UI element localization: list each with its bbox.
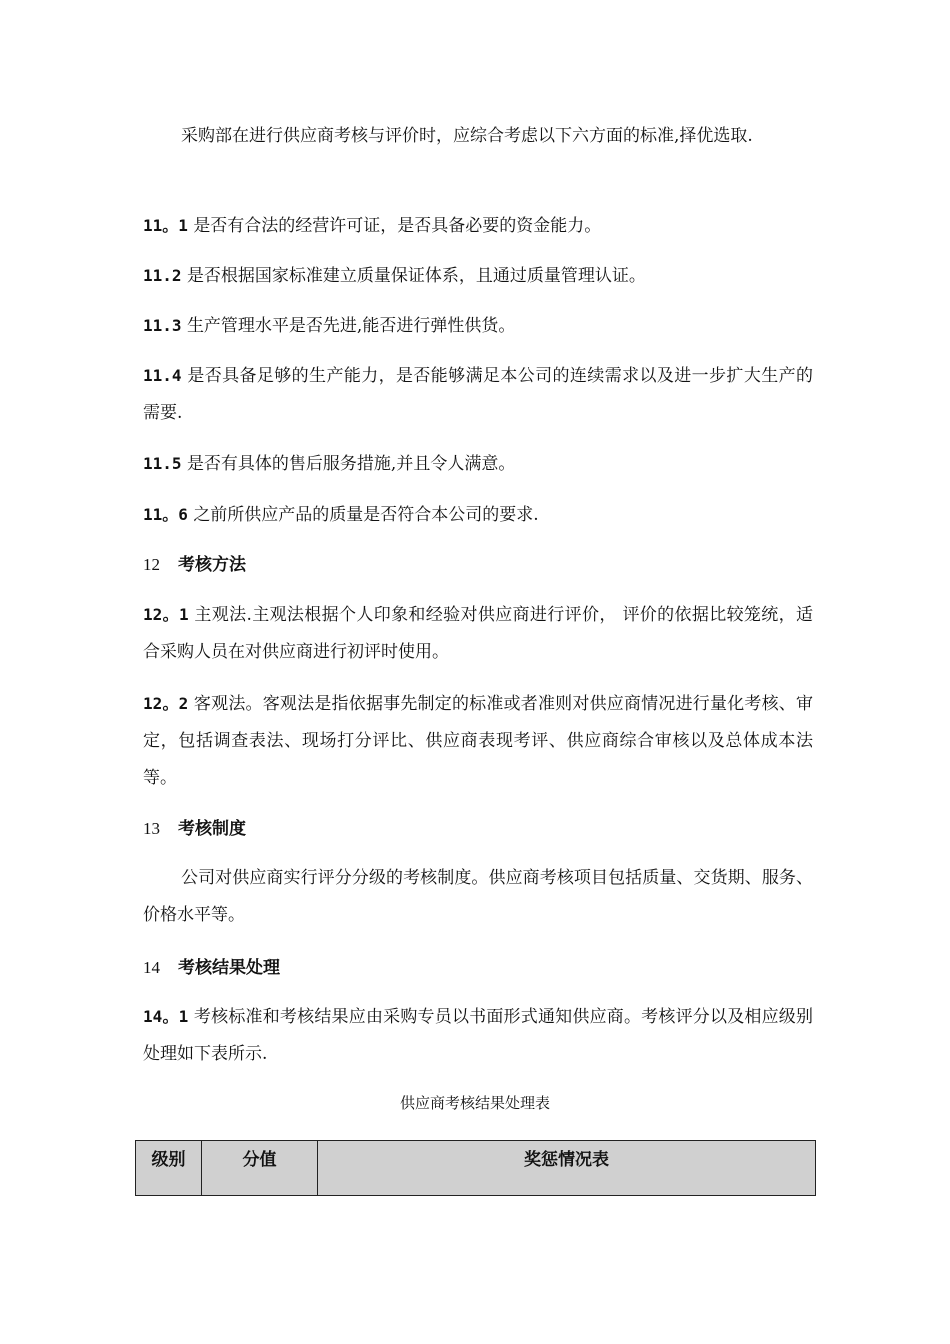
section-13-text: 公司对供应商实行评分分级的考核制度。供应商考核项目包括质量、交货期、服务、价格水平等。 [143,868,813,925]
method-12-1 [143,596,813,671]
criterion-11-2 [143,257,813,295]
criterion-11-6 [143,496,813,534]
intro-paragraph [143,118,813,155]
criterion-number: 11.5 [143,454,182,473]
criterion-number: 11.2 [143,266,182,285]
section-title: 考核方法 [178,555,246,575]
section-number: 12 [143,555,160,574]
section-14-heading [143,949,280,987]
criterion-11-4 [143,357,813,432]
criterion-text: 生产管理水平是否先进,能否进行弹性供货。 [186,316,516,336]
section-title: 考核制度 [178,819,246,839]
section-13-heading [143,810,246,848]
section-title: 考核结果处理 [178,958,280,978]
table-header-row [136,1141,816,1196]
criterion-number: 11.3 [143,316,182,335]
header-reward-penalty: 奖惩情况表 [318,1141,816,1196]
header-score: 分值 [202,1141,318,1196]
intro-text: 采购部在进行供应商考核与评价时，应综合考虑以下六方面的标准,择优选取. [181,126,753,146]
section-number: 14 [143,958,160,977]
item-text: 考核标准和考核结果应由采购专员以书面形式通知供应商。考核评分以及相应级别处理如下表所示. [143,1007,814,1064]
criterion-11-3 [143,307,813,345]
criterion-text: 之前所供应产品的质量是否符合本公司的要求. [193,505,539,525]
criterion-11-1 [143,207,813,245]
table-caption: 供应商考核结果处理表 [399,1094,550,1112]
section-number: 13 [143,819,160,838]
criterion-text: 是否有具体的售后服务措施,并且令人满意。 [186,454,516,474]
criterion-text: 是否根据国家标准建立质量保证体系，且通过质量管理认证。 [186,266,646,286]
criterion-number: 11。1 [143,216,188,235]
section-12-heading [143,546,246,584]
criterion-text: 是否具备足够的生产能力，是否能够满足本公司的连续需求以及进一步扩大生产的需要. [143,366,813,423]
result-14-1 [143,998,813,1073]
item-text: 客观法。客观法是指依据事先制定的标准或者准则对供应商情况进行量化考核、审定，包括调查表法、现场打分评比、供应商表现考评、供应商综合审核以及总体成本法等。 [143,694,814,788]
criterion-number: 11.4 [143,366,182,385]
item-number: 12。1 [143,605,189,624]
section-13-paragraph [143,860,813,934]
criterion-number: 11。6 [143,505,188,524]
item-number: 12。2 [143,694,189,713]
item-text: 主观法.主观法根据个人印象和经验对供应商进行评价， 评价的依据比较笼统，适合采购人员在对供应商进行初评时使用。 [143,605,814,662]
header-level: 级别 [136,1141,202,1196]
item-number: 14。1 [143,1007,189,1026]
method-12-2 [143,685,813,797]
criterion-text: 是否有合法的经营许可证，是否具备必要的资金能力。 [193,216,602,236]
criterion-11-5 [143,445,813,483]
result-table [135,1140,816,1196]
